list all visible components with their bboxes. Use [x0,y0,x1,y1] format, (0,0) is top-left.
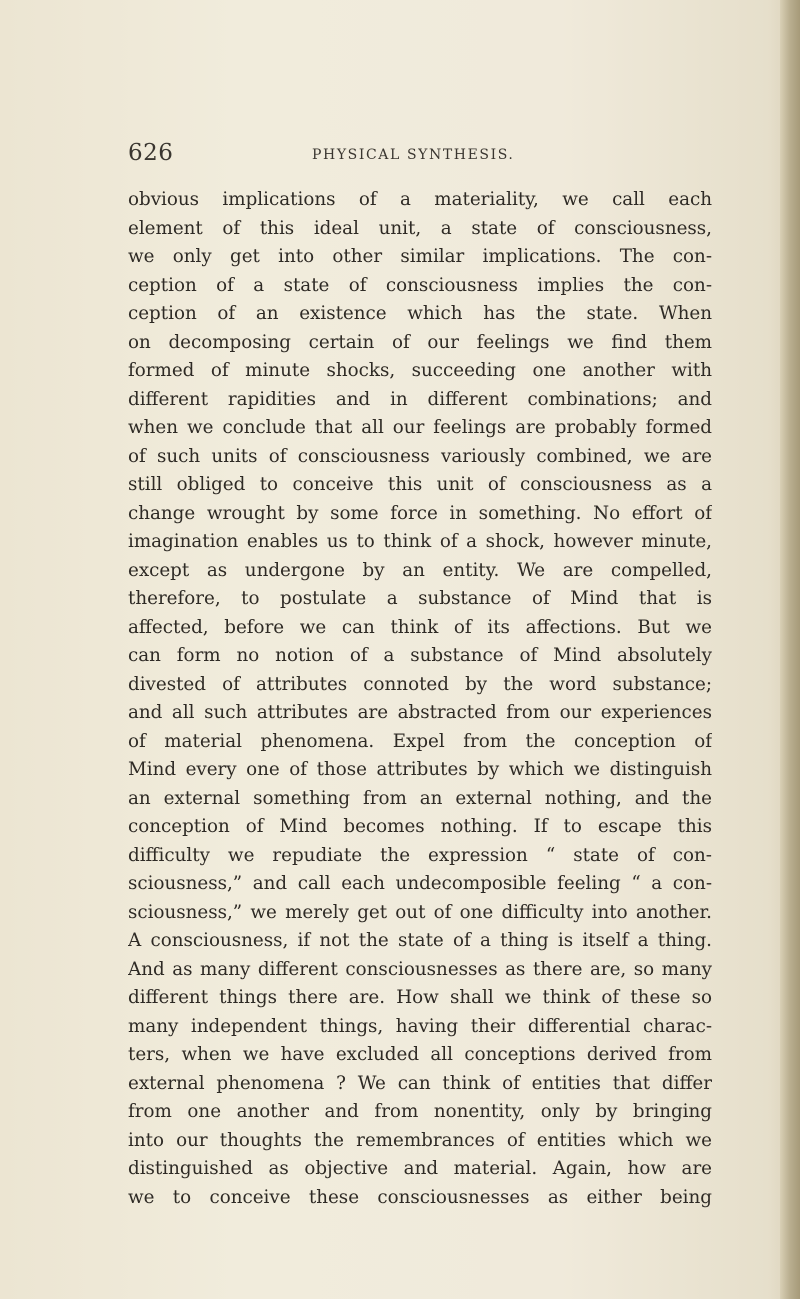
text-line: obvious implications of a materiality, we call each [128,189,712,210]
text-line: affected, before we can think of its affections. But we [128,616,712,638]
text-line: from one another and from nonentity, only by bringing [128,1101,712,1122]
text-line: ception of a state of consciousness implies the con- [128,274,712,296]
text-line: And as many different consciousnesses as there are, so many [128,958,712,980]
text-line: ception of an existence which has the state. When [128,303,712,324]
text-line: when we conclude that all our feelings are probably formed [128,417,712,438]
text-line: different rapidities and in different combinations; and [128,388,712,410]
text-line: sciousness,” and call each undecomposible feeling “ a con- [128,873,712,894]
text-line: different things there are. How shall we think of these so [128,987,712,1008]
text-line: we only get into other similar implications. The con- [128,246,712,267]
text-line: of such units of consciousness variously combined, we are [128,445,712,467]
text-line: A consciousness, if not the state of a thing is itself a thing. [128,930,712,951]
text-line: divested of attributes connoted by the word substance; [128,673,712,695]
text-line: on decomposing certain of our feelings we find them [128,331,712,353]
text-line: therefore, to postulate a substance of Mind that is [128,588,712,609]
text-line: imagination enables us to think of a shock, however minute, [128,531,712,552]
body-text [128,186,712,1212]
page-header [0,140,800,170]
text-line: into our thoughts the remembrances of entities which we [128,1129,712,1151]
text-line: formed of minute shocks, succeeding one another with [128,360,712,381]
page-number: 626 [128,140,174,166]
text-line: many independent things, having their differential charac- [128,1015,712,1037]
text-line: Mind every one of those attributes by which we distinguish [128,759,712,780]
text-line: ters, when we have excluded all conceptions derived from [128,1044,712,1065]
text-line: and all such attributes are abstracted from our experiences [128,702,712,723]
text-line: sciousness,” we merely get out of one difficulty into another. [128,901,712,923]
text-line: an external something from an external nothing, and the [128,787,712,809]
book-spine-shadow [780,0,800,1299]
text-line: element of this ideal unit, a state of consciousness, [128,217,712,239]
text-line: can form no notion of a substance of Mind absolutely [128,645,712,666]
text-line: difficulty we repudiate the expression “ state of con- [128,844,712,866]
text-line: except as undergone by an entity. We are compelled, [128,559,712,581]
running-head: PHYSICAL SYNTHESIS. [312,147,515,163]
text-line: distinguished as objective and material. Again, how are [128,1158,712,1179]
text-line: of material phenomena. Expel from the conception of [128,730,712,752]
text-line: external phenomena ? We can think of entities that differ [128,1072,712,1094]
text-line: conception of Mind becomes nothing. If to escape this [128,816,712,837]
text-line: we to conceive these consciousnesses as either being [128,1186,712,1208]
text-line: change wrought by some force in something. No effort of [128,502,712,524]
text-line: still obliged to conceive this unit of consciousness as a [128,474,712,495]
